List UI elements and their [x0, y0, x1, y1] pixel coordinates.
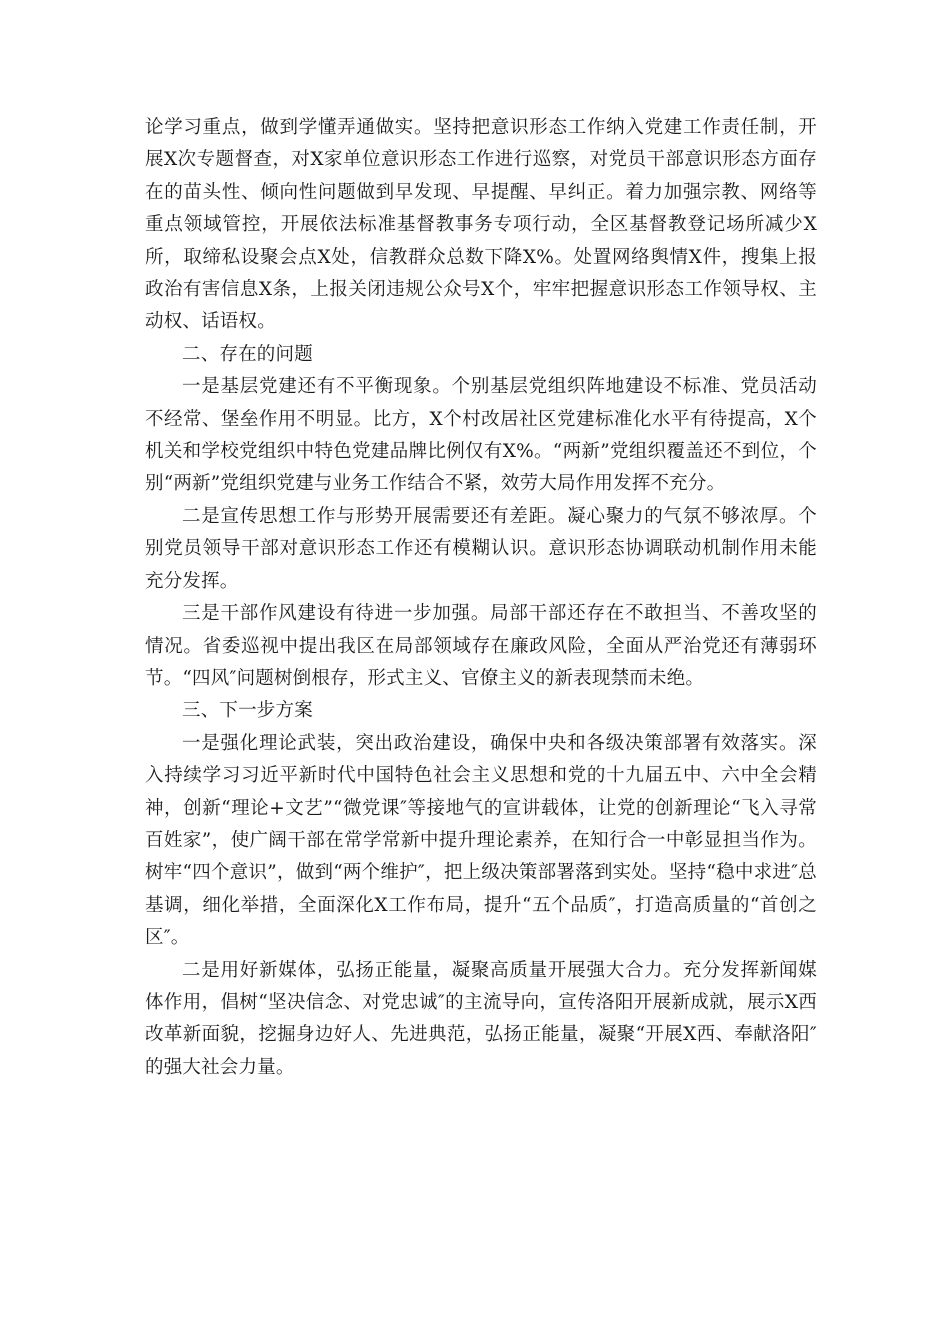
paragraph-plan-1: 一是强化理论武装，突出政治建设，确保中央和各级决策部署有效落实。深入持续学习习近平新时代中国特色社会主义思想和党的十九届五中、六中全会精神，创新“理论+文艺”“微党课″等接地气的宣讲载体，让党的创新理论“飞入寻常百姓家”，使广阔干部在常学常新中提升理论素养，在知行合一中彰显担当作为。树牢“四个意识”，做到“两个维护″，把上级决策部署落到实处。坚持“稳中求进″总基调，细化举措，全面深化X工作布局，提升“五个品质″，打造高质量的“首创之区″。: [145, 732, 817, 949]
paragraph-problem-2: 二是宣传思想工作与形势开展需要还有差距。凝心聚力的气氛不够浓厚。个别党员领导干部对意识形态工作还有模糊认识。意识形态协调联动机制作用未能充分发挥。: [145, 505, 817, 592]
paragraph-intro-continued: 论学习重点，做到学懂弄通做实。坚持把意识形态工作纳入党建工作责任制，开展X次专题督查，对X家单位意识形态工作进行巡察，对党员干部意识形态方面存在的苗头性、倾向性问题做到早发现、早提醒、早纠正。着力加强宗教、网络等重点领域管控，开展依法标准基督教事务专项行动，全区基督教登记场所减少X所，取缔私设聚会点X处，信教群众总数下降X%。处置网络舆情X件，搜集上报政治有害信息X条，上报关闭违规公众号X个，牢牢把握意识形态工作领导权、主动权、话语权。: [145, 117, 817, 333]
paragraph-plan-2: 二是用好新媒体，弘扬正能量，凝聚高质量开展强大合力。充分发挥新闻媒体作用，倡树“坚决信念、对党忠诚″的主流导向，宣传洛阳开展新成就，展示X西改革新面貌，挖掘身边好人、先进典范，弘扬正能量，凝聚“开展X西、奉献洛阳″的强大社会力量。: [145, 959, 817, 1078]
paragraph-problem-1: 一是基层党建还有不平衡现象。个别基层党组织阵地建设不标准、党员活动不经常、堡垒作用不明显。比方，X个村改居社区党建标准化水平有待提高，X个机关和学校党组织中特色党建品牌比例仅有X%。“两新”党组织覆盖还不到位，个别“两新”党组织党建与业务工作结合不紧，效劳大局作用发挥不充分。: [145, 376, 817, 495]
section-heading-next-steps: 三、下一步方案: [182, 700, 313, 722]
section-heading-problems: 二、存在的问题: [182, 343, 313, 365]
document-page: [145, 112, 817, 1084]
paragraph-problem-3: 三是干部作风建设有待进一步加强。局部干部还存在不敢担当、不善攻坚的情况。省委巡视中提出我区在局部领域存在廉政风险，全面从严治党还有薄弱环节。“四风″问题树倒根存，形式主义、官僚主义的新表现禁而未绝。: [145, 603, 817, 689]
